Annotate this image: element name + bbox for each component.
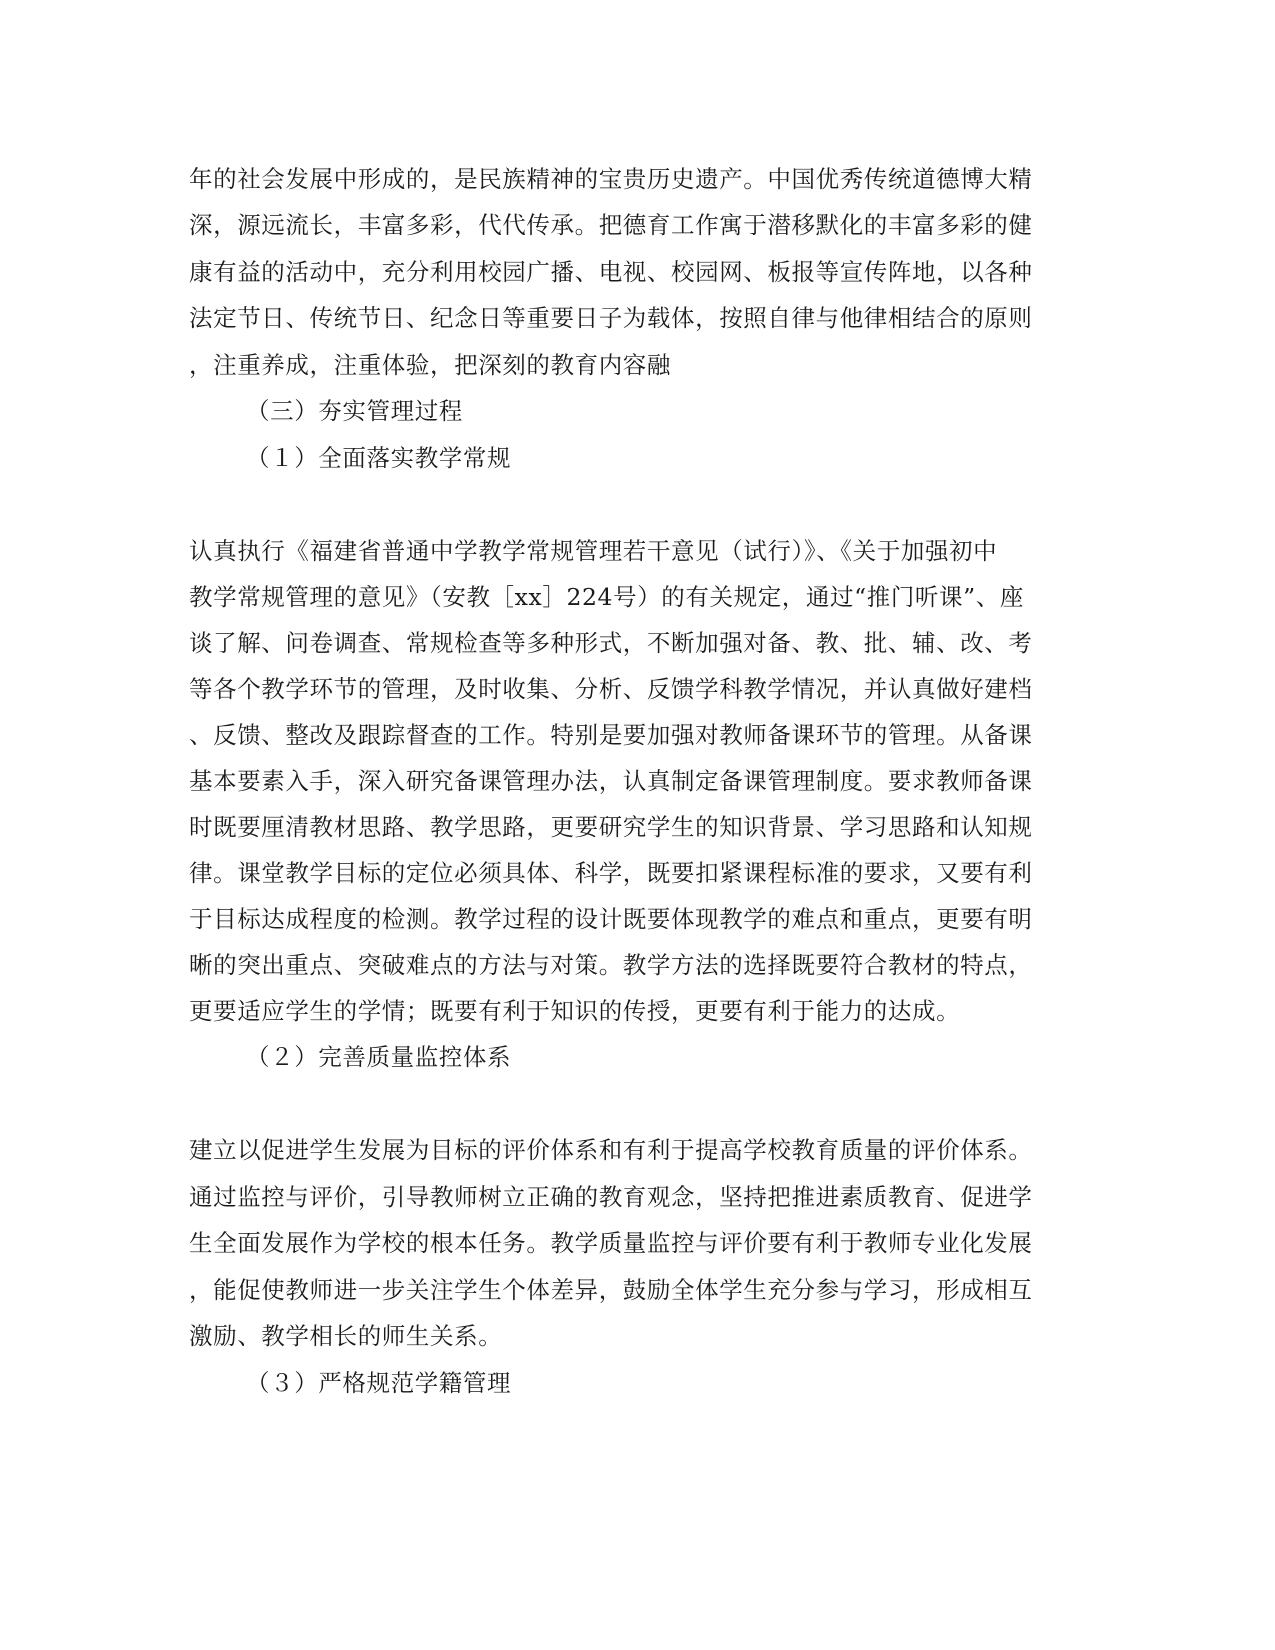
paragraph-line: 于目标达成程度的检测。教学过程的设计既要体现教学的难点和重点，更要有明 [189, 905, 1033, 933]
paragraph-line: 康有益的活动中，充分利用校园广播、电视、校园网、板报等宣传阵地，以各种 [189, 258, 1033, 286]
paragraph-line: 、反馈、整改及跟踪督查的工作。特别是要加强对教师备课环节的管理。从备课 [189, 721, 1033, 749]
subsection-heading: （３）严格规范学籍管理 [246, 1369, 512, 1397]
paragraph-line: 激励、教学相长的师生关系。 [189, 1322, 503, 1350]
paragraph-line: 谈了解、问卷调查、常规检查等多种形式，不断加强对备、教、批、辅、改、考 [189, 629, 1033, 657]
paragraph-line: ，注重养成，注重体验，把深刻的教育内容融 [189, 351, 671, 379]
paragraph-line: 更要适应学生的学情；既要有利于知识的传授，更要有利于能力的达成。 [189, 997, 961, 1025]
section-heading: （三）夯实管理过程 [246, 397, 463, 425]
paragraph-line: 时既要厘清教材思路、教学思路，更要研究学生的知识背景、学习思路和认知规 [189, 813, 1033, 841]
paragraph-line: 律。课堂教学目标的定位必须具体、科学，既要扣紧课程标准的要求，又要有利 [189, 859, 1033, 887]
paragraph-line: 基本要素入手，深入研究备课管理办法，认真制定备课管理制度。要求教师备课 [189, 767, 1033, 795]
subsection-heading: （１）全面落实教学常规 [246, 444, 512, 472]
paragraph-line: 晰的突出重点、突破难点的方法与对策。教学方法的选择既要符合教材的特点， [189, 951, 1033, 979]
paragraph-line: 建立以促进学生发展为目标的评价体系和有利于提高学校教育质量的评价体系。 [189, 1136, 1033, 1164]
paragraph-line: 等各个教学环节的管理，及时收集、分析、反馈学科教学情况，并认真做好建档 [189, 675, 1033, 703]
paragraph-line: 生全面发展作为学校的根本任务。教学质量监控与评价要有利于教师专业化发展 [189, 1229, 1033, 1257]
paragraph-line: 认真执行《福建省普通中学教学常规管理若干意见（试行）》、《关于加强初中 [189, 537, 998, 565]
paragraph-line: 年的社会发展中形成的，是民族精神的宝贵历史遗产。中国优秀传统道德博大精 [189, 165, 1033, 193]
paragraph-line: 教学常规管理的意见》（安教［xx］224号）的有关规定，通过“推门听课”、座 [189, 583, 1024, 611]
subsection-heading: （２）完善质量监控体系 [246, 1043, 512, 1071]
paragraph-line: 通过监控与评价，引导教师树立正确的教育观念，坚持把推进素质教育、促进学 [189, 1183, 1033, 1211]
paragraph-line: 法定节日、传统节日、纪念日等重要日子为载体，按照自律与他律相结合的原则 [189, 304, 1033, 332]
paragraph-line: ，能促使教师进一步关注学生个体差异，鼓励全体学生充分参与学习，形成相互 [189, 1276, 1033, 1304]
paragraph-line: 深，源远流长，丰富多彩，代代传承。把德育工作寓于潜移默化的丰富多彩的健 [189, 211, 1033, 239]
